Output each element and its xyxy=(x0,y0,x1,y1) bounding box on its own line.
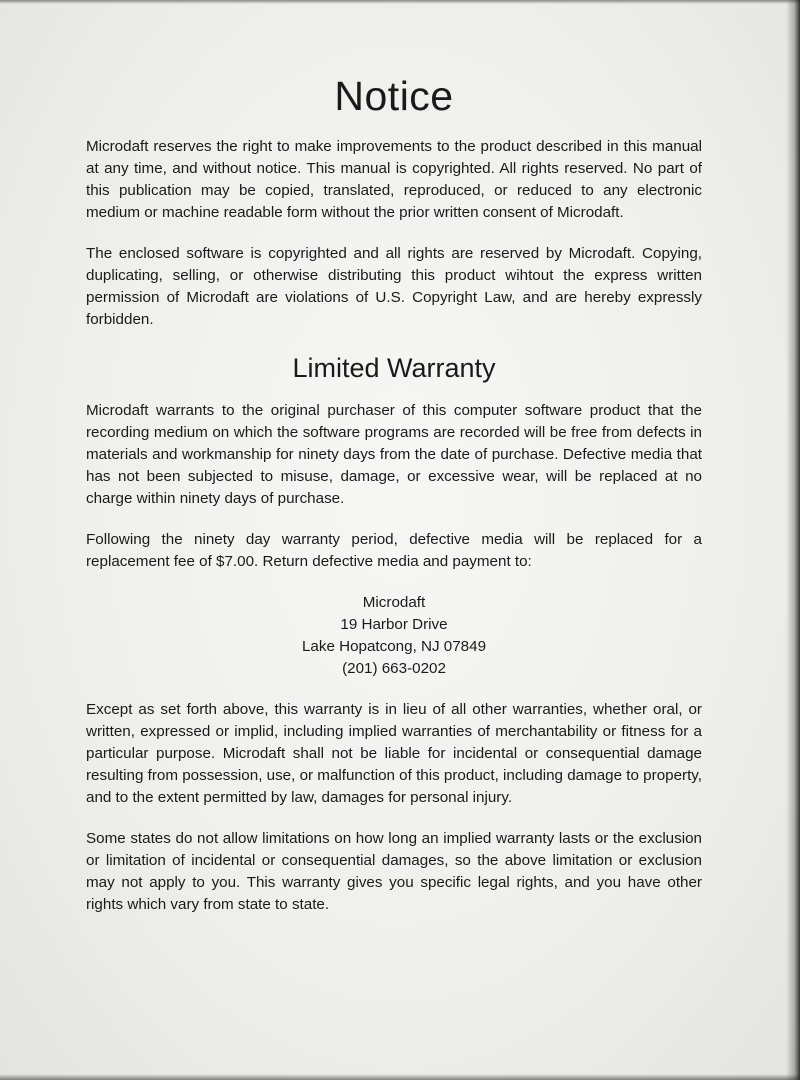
address-phone: (201) 663-0202 xyxy=(342,660,446,677)
notice-paragraph: The enclosed software is copyrighted and all rights are reserved by Microdaft. Copying, duplicating, selling, or otherwise distributing this product wihtout the express written permission of Microdaft are violations of U.S. Copyright Law, and are hereby expressly forbidden. xyxy=(86,245,702,328)
notice-paragraph: Microdaft reserves the right to make improvements to the product described in this manual at any time, and without notice. This manual is copyrighted. All rights reserved. No part of this publication may be copied, translated, reproduced, or reduced to any electronic medium or machine readable form without the prior written consent of Microdaft. xyxy=(86,138,702,221)
document-content xyxy=(86,70,702,935)
warranty-disclaimer-paragraph: Except as set forth above, this warranty is in lieu of all other warranties, whether oral, or written, expressed or implid, including implied warranties of merchantability or fitness for a particular purpose. Microdaft shall not be liable for incidental or consequential damage resulting from possession, use, or malfunction of this product, including damage to property, and to the extent permitted by law, damages for personal injury. xyxy=(86,701,702,806)
return-address xyxy=(86,592,702,680)
limited-warranty-heading: Limited Warranty xyxy=(292,353,496,383)
page-right-edge xyxy=(786,0,800,1080)
notice-heading: Notice xyxy=(334,73,454,119)
warranty-paragraph: Following the ninety day warranty period, defective media will be replaced for a replacement fee of $7.00. Return defective media and payment to: xyxy=(86,531,702,570)
address-street: 19 Harbor Drive xyxy=(340,616,448,633)
warranty-paragraph: Microdaft warrants to the original purchaser of this computer software product that the recording medium on which the software programs are recorded will be free from defects in materials and workmanship for ninety days from the date of purchase. Defective media that has not been subjected to misuse, damage, or excessive wear, will be replaced at no charge within ninety days of purchase. xyxy=(86,402,702,507)
address-city: Lake Hopatcong, NJ 07849 xyxy=(301,638,487,655)
page-bottom-edge xyxy=(0,1074,800,1080)
address-company: Microdaft xyxy=(362,594,426,611)
page-top-edge xyxy=(0,0,800,4)
warranty-disclaimer-paragraph: Some states do not allow limitations on how long an implied warranty lasts or the exclusion or limitation of incidental or consequential damages, so the above limitation or exclusion may not apply to you. This warranty gives you specific legal rights, and you have other rights which vary from state to state. xyxy=(86,830,702,913)
